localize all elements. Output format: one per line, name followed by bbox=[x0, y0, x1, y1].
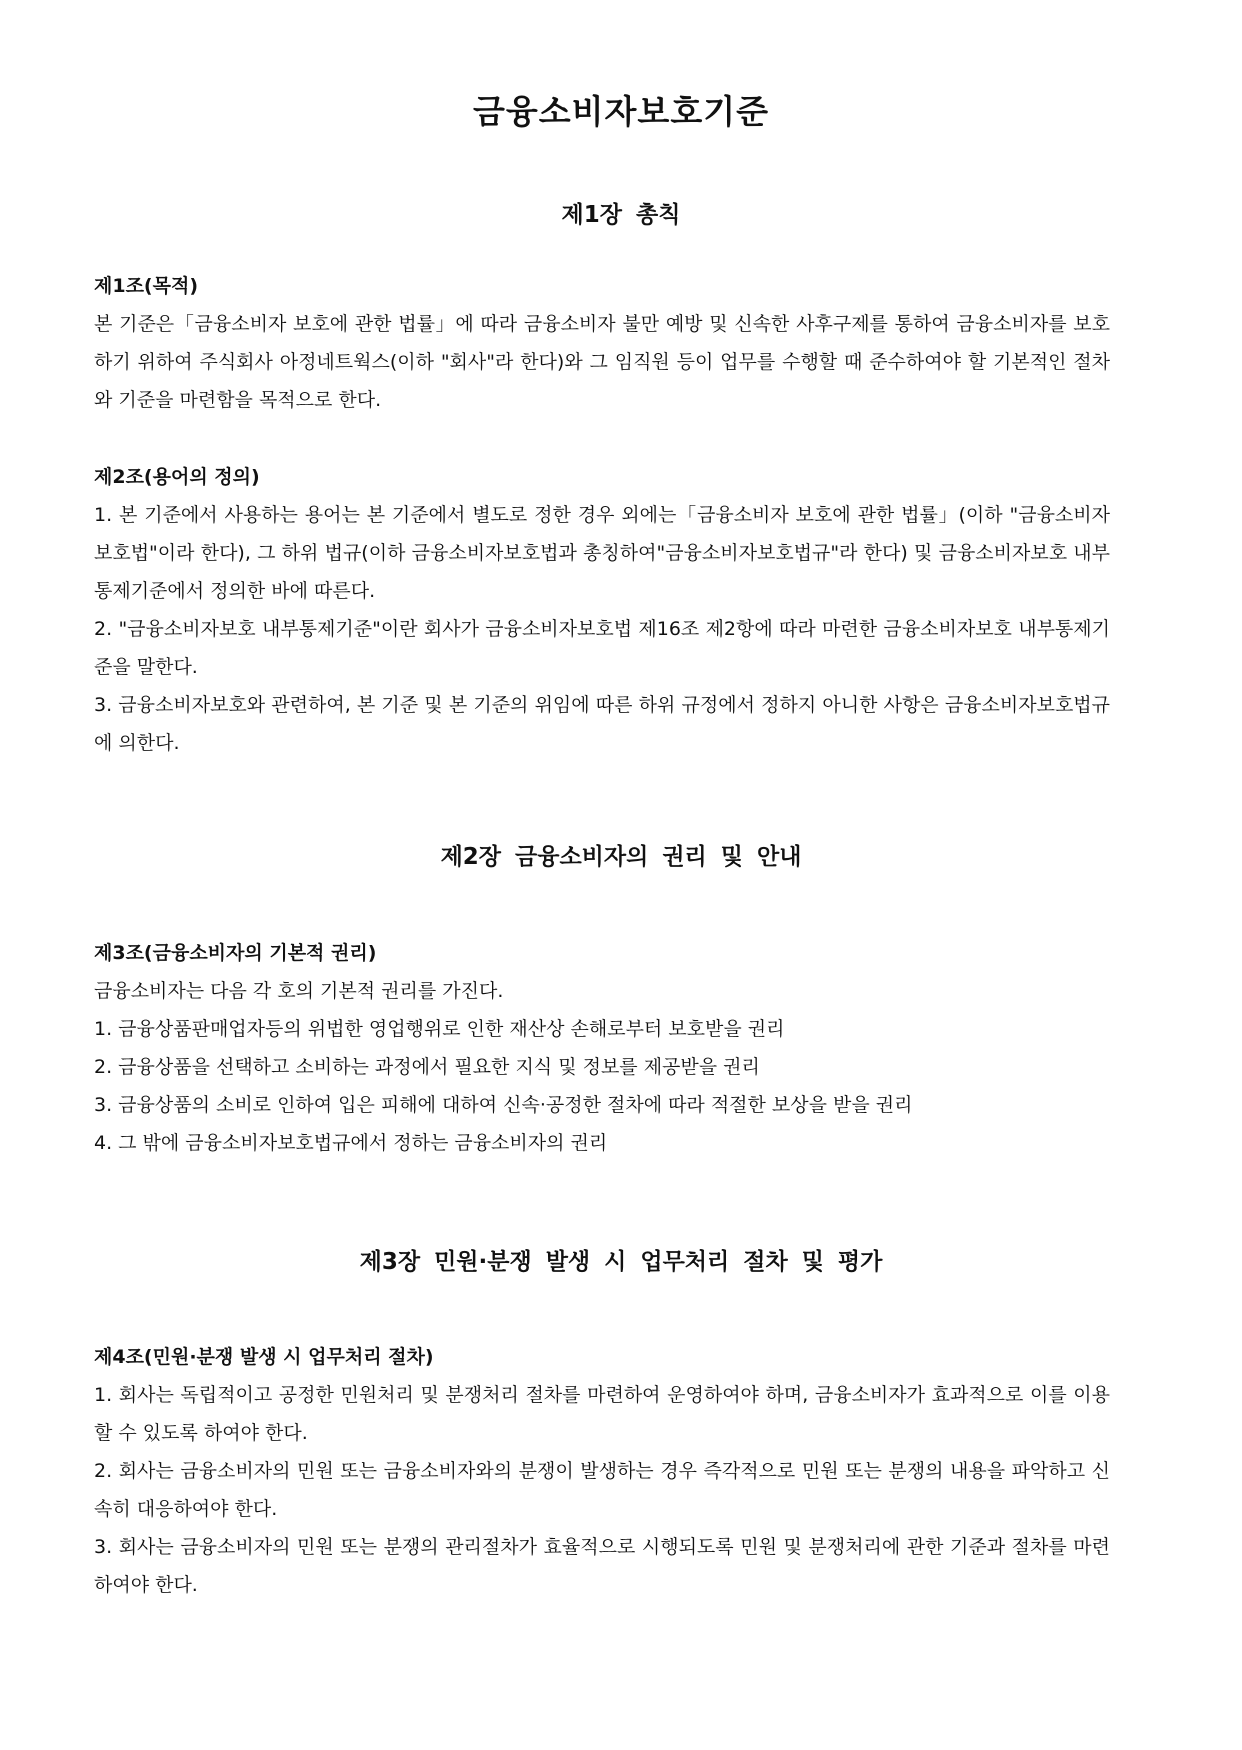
document-title: 금융소비자보호기준 bbox=[473, 92, 769, 131]
article-paragraph: 2. "금융소비자보호 내부통제기준"이란 회사가 금융소비자보호법 제16조 제2항에 따라 마련한 금융소비자보호 내부통제기준을 말한다. bbox=[94, 618, 1110, 678]
article-paragraph: 본 기준은「금융소비자 보호에 관한 법률」에 따라 금융소비자 불만 예방 및 신속한 사후구제를 통하여 금융소비자를 보호하기 위하여 주식회사 아정네트웍스(이하 "회사"라 한다)와 그 임직원 등이 업무를 수행할 때 준수하여야 할 기본적인 절차와 기준을 마련함을 목적으로 한다. bbox=[94, 313, 1110, 411]
article-3 bbox=[94, 934, 1110, 1162]
article-4 bbox=[94, 1338, 1110, 1604]
article-paragraph: 1. 금융상품판매업자등의 위법한 영업행위로 인한 재산상 손해로부터 보호받을 권리 bbox=[94, 1018, 785, 1040]
article-paragraph: 4. 그 밖에 금융소비자보호법규에서 정하는 금융소비자의 권리 bbox=[94, 1132, 608, 1154]
chapter-heading-1: 제1장 총칙 bbox=[561, 202, 681, 228]
chapter-heading-2: 제2장 금융소비자의 권리 및 안내 bbox=[440, 844, 802, 870]
article-paragraph: 1. 회사는 독립적이고 공정한 민원처리 및 분쟁처리 절차를 마련하여 운영하여야 하며, 금융소비자가 효과적으로 이를 이용할 수 있도록 하여야 한다. bbox=[94, 1384, 1110, 1444]
article-1 bbox=[94, 267, 1110, 419]
article-title: 제2조(용어의 정의) bbox=[94, 466, 260, 488]
article-title: 제4조(민원·분쟁 발생 시 업무처리 절차) bbox=[94, 1346, 434, 1368]
article-paragraph: 3. 금융소비자보호와 관련하여, 본 기준 및 본 기준의 위임에 따른 하위 규정에서 정하지 아니한 사항은 금융소비자보호법규에 의한다. bbox=[94, 694, 1110, 754]
article-paragraph: 1. 본 기준에서 사용하는 용어는 본 기준에서 별도로 정한 경우 외에는「금융소비자 보호에 관한 법률」(이하 "금융소비자보호법"이라 한다), 그 하위 법규(이하 금융소비자보호법과 총칭하여"금융소비자보호법규"라 한다) 및 금융소비자보호 내부통제기준에서 정의한 바에 따른다. bbox=[94, 504, 1110, 602]
article-2 bbox=[94, 458, 1110, 762]
article-title: 제3조(금융소비자의 기본적 권리) bbox=[94, 942, 377, 964]
article-paragraph: 2. 금융상품을 선택하고 소비하는 과정에서 필요한 지식 및 정보를 제공받을 권리 bbox=[94, 1056, 760, 1078]
chapter-heading-3: 제3장 민원·분쟁 발생 시 업무처리 절차 및 평가 bbox=[359, 1249, 883, 1275]
article-paragraph: 3. 회사는 금융소비자의 민원 또는 분쟁의 관리절차가 효율적으로 시행되도록 민원 및 분쟁처리에 관한 기준과 절차를 마련하여야 한다. bbox=[94, 1536, 1110, 1596]
article-paragraph: 금융소비자는 다음 각 호의 기본적 권리를 가진다. bbox=[94, 980, 504, 1002]
article-paragraph: 2. 회사는 금융소비자의 민원 또는 금융소비자와의 분쟁이 발생하는 경우 즉각적으로 민원 또는 분쟁의 내용을 파악하고 신속히 대응하여야 한다. bbox=[94, 1460, 1110, 1520]
article-title: 제1조(목적) bbox=[94, 275, 199, 297]
article-paragraph: 3. 금융상품의 소비로 인하여 입은 피해에 대하여 신속·공정한 절차에 따라 적절한 보상을 받을 권리 bbox=[94, 1094, 913, 1116]
